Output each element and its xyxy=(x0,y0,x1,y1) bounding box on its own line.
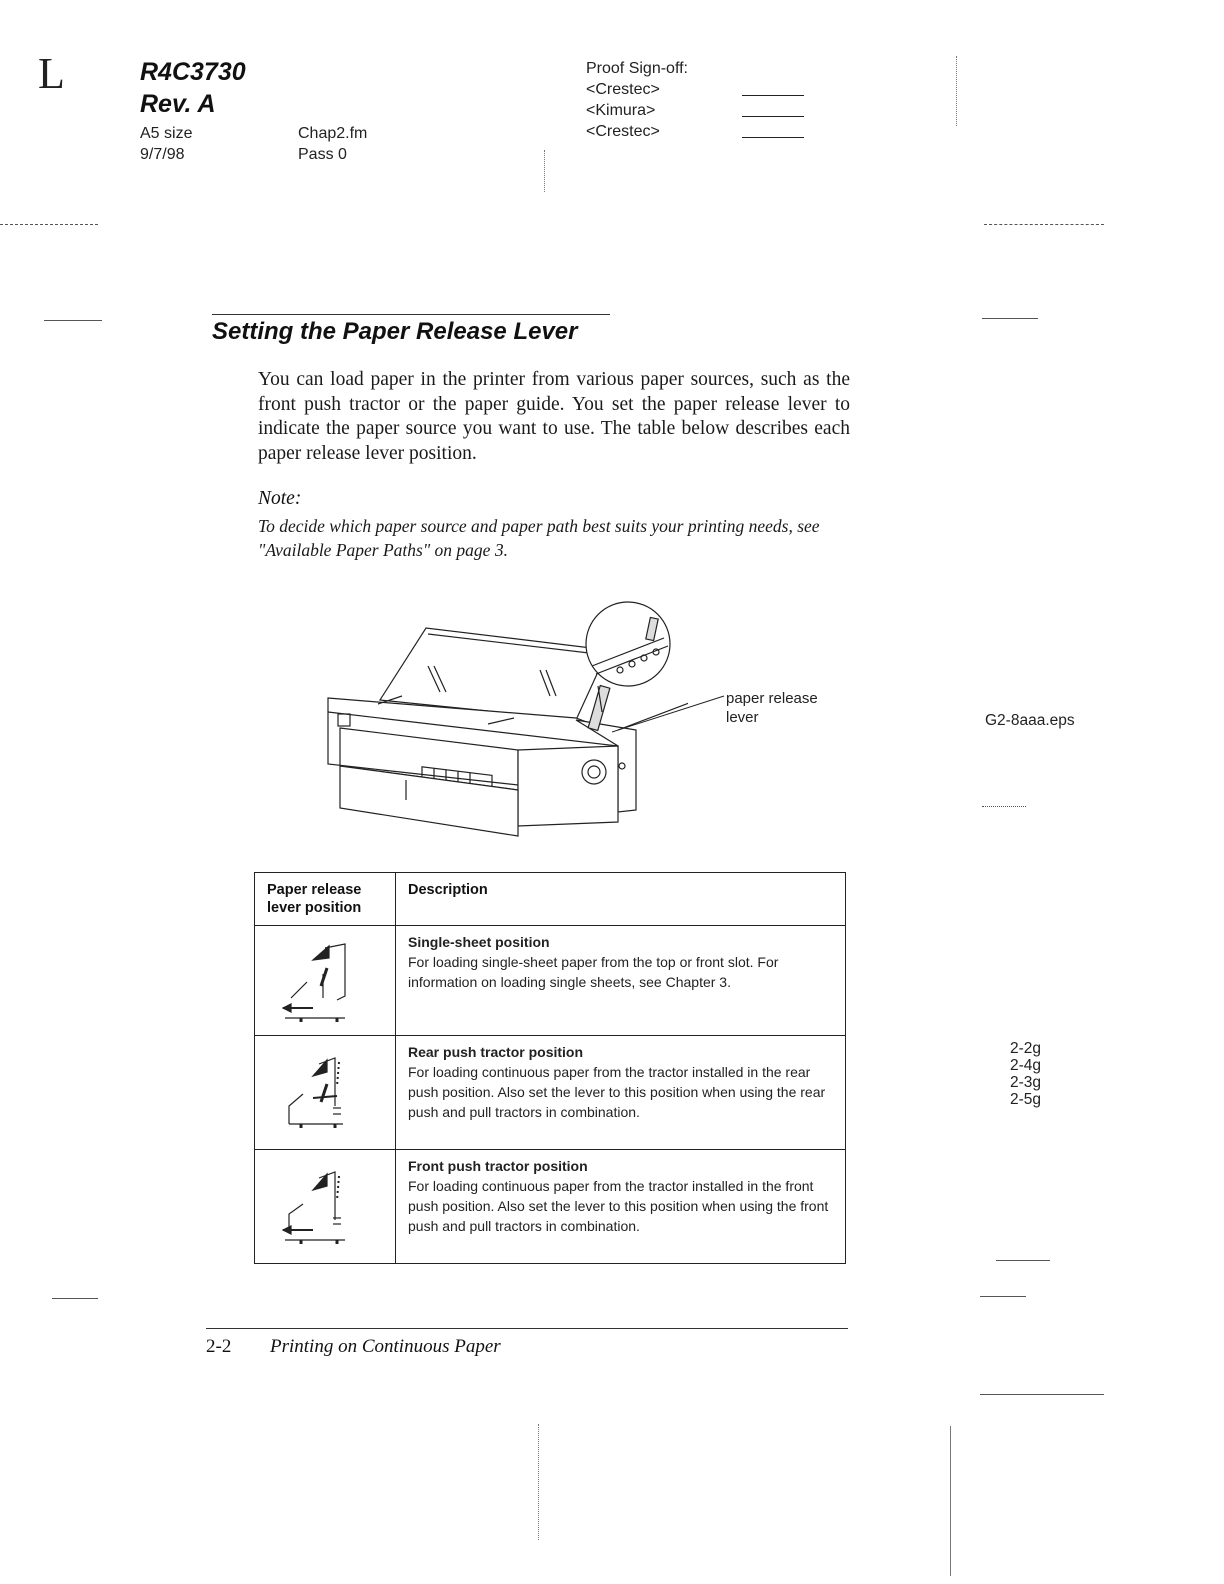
figure-filename: G2-8aaa.eps xyxy=(985,712,1075,729)
section-title: Setting the Paper Release Lever xyxy=(212,318,578,345)
doc-file: Chap2.fm xyxy=(298,125,368,142)
description-cell xyxy=(396,1150,846,1264)
row-text: For loading continuous paper from the tractor installed in the rear push position. Also set the lever to this position when using the rear push and pull tractors in combination. xyxy=(408,1064,826,1120)
note-text: To decide which paper source and paper path best suits your printing needs, see "Available Paper Paths" on page 3. xyxy=(258,516,820,560)
signoff-line xyxy=(742,95,804,96)
doc-size: A5 size xyxy=(140,125,193,142)
row-title: Single-sheet position xyxy=(408,934,550,950)
doc-revision: Rev. A xyxy=(140,90,216,118)
figure-callout xyxy=(726,689,818,727)
table-row xyxy=(255,1150,846,1264)
margin-ref: 2-3g xyxy=(1010,1074,1042,1091)
description-cell xyxy=(396,926,846,1036)
icon-cell xyxy=(255,1150,396,1264)
doc-meta-right xyxy=(298,123,367,165)
lever-position-table xyxy=(254,872,846,1264)
callout-text-line1: paper release xyxy=(726,690,818,707)
note-label: Note: xyxy=(258,488,302,509)
crop-mark xyxy=(52,1298,98,1299)
doc-date: 9/7/98 xyxy=(140,146,185,163)
crop-mark xyxy=(956,56,957,126)
table-header-row xyxy=(255,873,846,926)
crop-mark xyxy=(980,1394,1104,1395)
table-row xyxy=(255,926,846,1036)
signoff-entry: <Crestec> xyxy=(586,81,660,98)
body-paragraph: You can load paper in the printer from various paper sources, such as the front push tractor or the paper guide. You set the paper release lever to indicate the paper source you want to use. The table below describes each paper release lever position. xyxy=(258,369,850,464)
footer-chapter-title: Printing on Continuous Paper xyxy=(270,1336,501,1357)
signoff-line xyxy=(742,116,804,117)
section-rule xyxy=(212,314,610,315)
callout-text-line2: lever xyxy=(726,709,759,726)
crop-mark xyxy=(996,1260,1050,1261)
header-position: Paper release lever position xyxy=(255,873,396,926)
page-number: 2-2 xyxy=(206,1336,232,1357)
callout-leader-line xyxy=(612,690,732,740)
row-text: For loading continuous paper from the tractor installed in the front push position. Also set the lever to this position when using the front push and pull tractors in combination. xyxy=(408,1178,829,1234)
signoff-entry: <Kimura> xyxy=(586,102,656,119)
crop-mark xyxy=(982,806,1026,807)
header-description: Description xyxy=(396,873,846,926)
crop-mark xyxy=(950,1426,951,1576)
rear-push-tractor-lever-icon xyxy=(255,1036,373,1144)
crop-mark xyxy=(980,1296,1026,1297)
single-sheet-lever-icon xyxy=(255,926,373,1030)
icon-cell xyxy=(255,926,396,1036)
row-text: For loading single-sheet paper from the top or front slot. For information on loading single sheets, see Chapter 3. xyxy=(408,954,779,990)
row-title: Rear push tractor position xyxy=(408,1044,584,1060)
doc-id-block xyxy=(140,56,246,120)
crop-mark xyxy=(982,318,1038,319)
margin-ref: 2-2g xyxy=(1010,1040,1042,1057)
margin-ref: 2-4g xyxy=(1010,1057,1042,1074)
signoff-entry: <Crestec> xyxy=(586,123,660,140)
crop-mark xyxy=(0,224,98,225)
description-cell xyxy=(396,1036,846,1150)
table-row xyxy=(255,1036,846,1150)
doc-pass: Pass 0 xyxy=(298,146,347,163)
front-push-tractor-lever-icon xyxy=(255,1150,373,1258)
footer-rule xyxy=(206,1328,848,1329)
crop-mark xyxy=(44,320,102,321)
icon-cell xyxy=(255,1036,396,1150)
crop-mark xyxy=(984,224,1104,225)
margin-ref: 2-5g xyxy=(1010,1091,1042,1108)
side-marker-letter: L xyxy=(38,49,65,98)
row-title: Front push tractor position xyxy=(408,1158,588,1174)
crop-mark xyxy=(538,1424,539,1540)
doc-number: R4C3730 xyxy=(140,58,246,86)
proof-title: Proof Sign-off: xyxy=(586,60,688,77)
crop-mark xyxy=(544,150,545,192)
proof-signoff-block xyxy=(586,58,688,142)
margin-figure-refs xyxy=(1010,1040,1041,1108)
signoff-line xyxy=(742,137,804,138)
doc-meta-left xyxy=(140,123,192,165)
